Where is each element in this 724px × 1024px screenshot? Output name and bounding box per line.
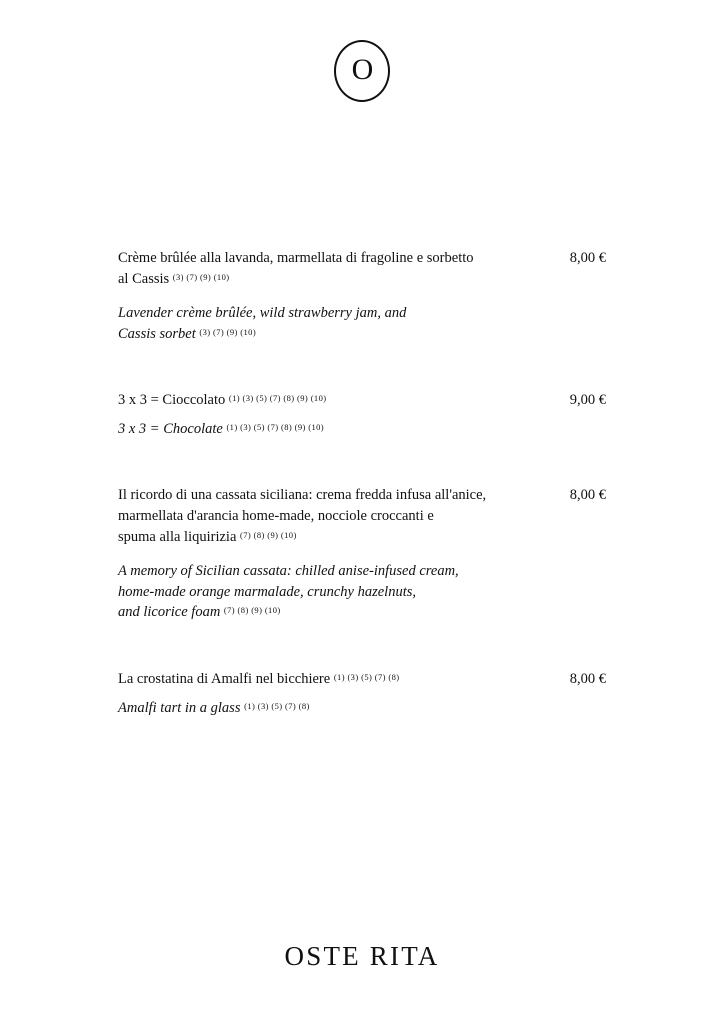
menu-item-italian [118, 669, 399, 690]
menu-item-italian-line: al Cassis [118, 270, 170, 287]
menu-item-italian-line: La crostatina di Amalfi nel bicchiere [118, 670, 331, 687]
menu-item-header [118, 485, 606, 547]
menu-item-price: 9,00 € [569, 392, 606, 409]
allergen-codes: (1) (3) (5) (7) (8) (9) (10) [226, 421, 325, 432]
menu-item-price: 8,00 € [569, 670, 606, 687]
menu-item-italian-line: 3 x 3 = Cioccolato [118, 392, 226, 409]
menu-item-italian-line: Crème brûlée alla lavanda, marmellata di fragoline e sorbetto [118, 250, 474, 266]
allergen-codes: (3) (7) (9) (10) [199, 326, 257, 337]
menu-item-header [118, 390, 606, 411]
menu-item-english-line: A memory of Sicilian cassata: chilled anise-infused cream, [118, 563, 459, 580]
menu-item-english-line: and licorice foam [118, 604, 221, 621]
logo-letter: O [351, 53, 373, 86]
menu-item-english [118, 561, 606, 623]
menu-item [118, 669, 606, 718]
menu-item-english-line: Amalfi tart in a glass [118, 699, 241, 716]
brand-wordmark: OSTE RITA [284, 941, 440, 971]
logo-oval-icon [334, 40, 390, 102]
menu-item-italian-line: spuma alla liquirizia [118, 528, 237, 545]
menu-item [118, 485, 606, 622]
allergen-codes: (1) (3) (5) (7) (8) [244, 700, 310, 711]
footer-wordmark [0, 941, 724, 972]
menu-item-header [118, 669, 606, 690]
menu-item-english [118, 698, 606, 719]
allergen-codes: (3) (7) (9) (10) [172, 271, 230, 282]
brand-logo [0, 40, 724, 102]
menu-item-english [118, 303, 606, 344]
menu-item-price: 8,00 € [569, 487, 606, 504]
menu-item-english-line: Lavender crème brûlée, wild strawberry jam, and [118, 305, 407, 322]
menu-item-english-line: Cassis sorbet [118, 325, 196, 342]
menu-item [118, 390, 606, 439]
allergen-codes: (1) (3) (5) (7) (8) (9) (10) [228, 393, 327, 404]
menu-item-italian-line: Il ricordo di una cassata siciliana: crema fredda infusa all'anice, [118, 487, 487, 504]
allergen-codes: (7) (8) (9) (10) [240, 529, 297, 540]
menu-item-italian [118, 390, 326, 411]
menu-item-italian [118, 485, 486, 547]
allergen-codes: (7) (8) (9) (10) [223, 605, 281, 616]
menu-item-english [118, 419, 606, 440]
menu-item-english-line: 3 x 3 = Chocolate [118, 420, 223, 437]
menu-item-price: 8,00 € [569, 250, 606, 266]
allergen-codes: (1) (3) (5) (7) (8) [333, 671, 400, 682]
menu-item-english-line: home-made orange marmalade, crunchy hazelnuts, [118, 583, 417, 600]
menu-item [118, 248, 606, 344]
menu-list [118, 248, 606, 718]
menu-item-italian [118, 248, 474, 289]
menu-item-italian-line: marmellata d'arancia home-made, nocciole croccanti e [118, 508, 434, 525]
menu-item-header [118, 248, 606, 289]
